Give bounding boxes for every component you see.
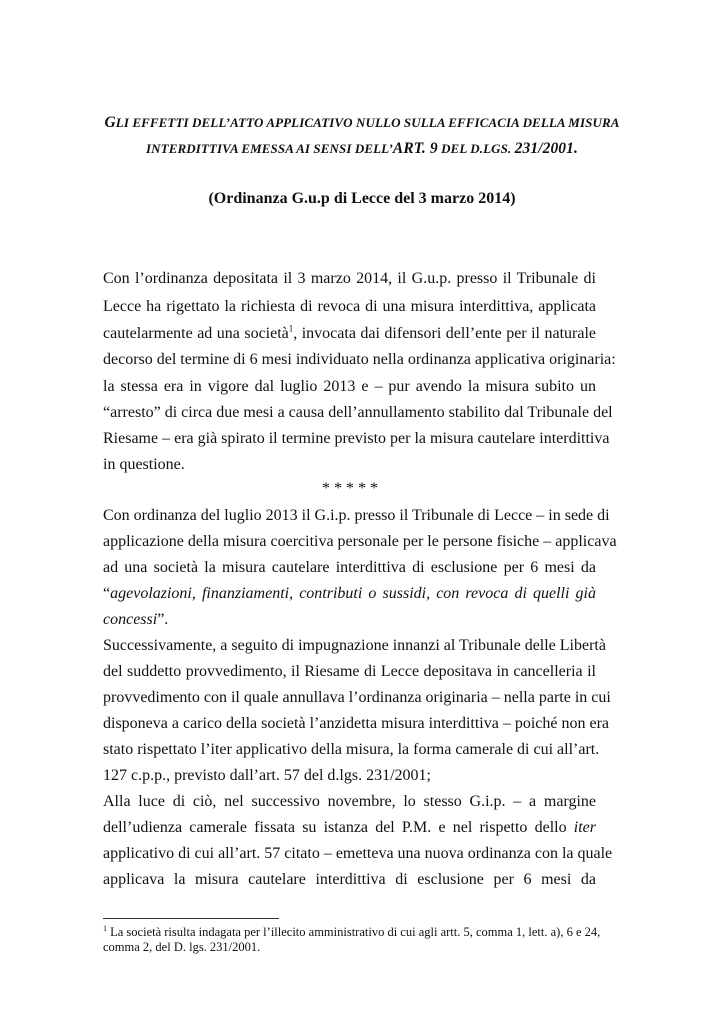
paragraph2-line4 [103,584,596,604]
iter-italic: iter [573,819,596,836]
paragraph1-line5: la stessa era in vigore dal luglio 2013 e – pur avendo la misura subito un [103,378,596,395]
title-text-1: LI EFFETTI DELL’ATTO APPLICATIVO NULLO SULLA EFFICACIA DELLA MISURA [115,115,620,130]
open-quote: “ [103,585,111,602]
paragraph2-line3: ad una società la misura cautelare interdittiva di esclusione per 6 mesi da [103,559,596,576]
quoted-text-end: concessi [103,611,158,628]
paragraph1-line6: “arresto” di circa due mesi a causa dell’annullamento stabilito dal Tribunale del [103,404,613,421]
paragraph1-line3-a: cautelarmente ad una società [103,325,289,342]
title-text-2b: ART. 9 [392,140,438,157]
paragraph3-line3: provvedimento con il quale annullava l’ordinanza originaria – nella parte in cui [103,689,611,706]
paragraph1-line2: Lecce ha rigettato la richiesta di revoca di una misura interdittiva, applicata [103,298,596,315]
footnote-marker: 1 [103,923,107,933]
section-separator: * * * * * [322,480,378,497]
quoted-text: agevolazioni, finanziamenti, contributi o sussidi, con revoca di quelli già [110,585,596,602]
paragraph1-line7: Riesame – era già spirato il termine previsto per la misura cautelare interdittiva [103,430,610,447]
title-text-2a: INTERDITTIVA EMESSA AI SENSI DELL’ [146,141,393,156]
paragraph2-line5 [103,610,596,630]
paragraph3-line5: stato rispettato l’iter applicativo della misura, la forma camerale di cui all’art. [103,741,600,758]
subtitle: (Ordinanza G.u.p di Lecce del 3 marzo 2014) [208,190,516,207]
title-text-2d: 231/2001. [514,140,578,157]
title-line-2 [90,141,634,157]
footnote-line2: comma 2, del D. lgs. 231/2001. [103,940,261,954]
paragraph3-line1: Successivamente, a seguito di impugnazione innanzi al Tribunale delle Libertà [103,637,606,654]
paragraph2-line2: applicazione della misura coercitiva personale per le persone fisiche – applicava [103,533,617,550]
close-quote: ”. [157,611,169,628]
paragraph1-line4: decorso del termine di 6 mesi individuato nella ordinanza applicativa originaria: [103,351,616,368]
footnote-text-1: La società risulta indagata per l’illecito amministrativo di cui agli artt. 5, comma 1, lett. a), 6 e 24, [107,925,601,939]
title-text-2c: DEL D.LGS. [437,141,515,156]
paragraph3-line4: disponeva a carico della società l’anzidetta misura interdittiva – poiché non era [103,715,610,732]
footnote-separator [103,918,279,919]
paragraph4-line2 [103,818,596,838]
footnote-line1 [103,923,601,940]
paragraph1-line3 [103,324,596,344]
footnote-ref[interactable]: 1 [288,323,294,334]
paragraph3-line2: del suddetto provvedimento, il Riesame di Lecce depositava in cancelleria il [103,663,596,680]
title-initial: G [104,114,116,131]
paragraph1-line3-b: , invocata dai difensori dell’ente per il naturale [293,325,596,342]
paragraph4-line3: applicativo di cui all’art. 57 citato – emetteva una nuova ordinanza con la quale [103,845,613,862]
paragraph4-line4: applicava la misura cautelare interdittiva di esclusione per 6 mesi da [103,871,596,888]
paragraph3-line6: 127 c.p.p., previsto dall’art. 57 del d.lgs. 231/2001; [103,767,431,784]
paragraph4-line1: Alla luce di ciò, nel successivo novembre, lo stesso G.i.p. – a margine [103,793,596,810]
title-line-1 [90,115,634,131]
paragraph1-line1: Con l’ordinanza depositata il 3 marzo 2014, il G.u.p. presso il Tribunale di [103,270,596,287]
paragraph2-line1: Con ordinanza del luglio 2013 il G.i.p. presso il Tribunale di Lecce – in sede di [103,507,610,524]
paragraph4-line2-a: dell’udienza camerale fissata su istanza del P.M. e nel rispetto dello [103,819,574,836]
paragraph1-line8: in questione. [103,456,185,473]
